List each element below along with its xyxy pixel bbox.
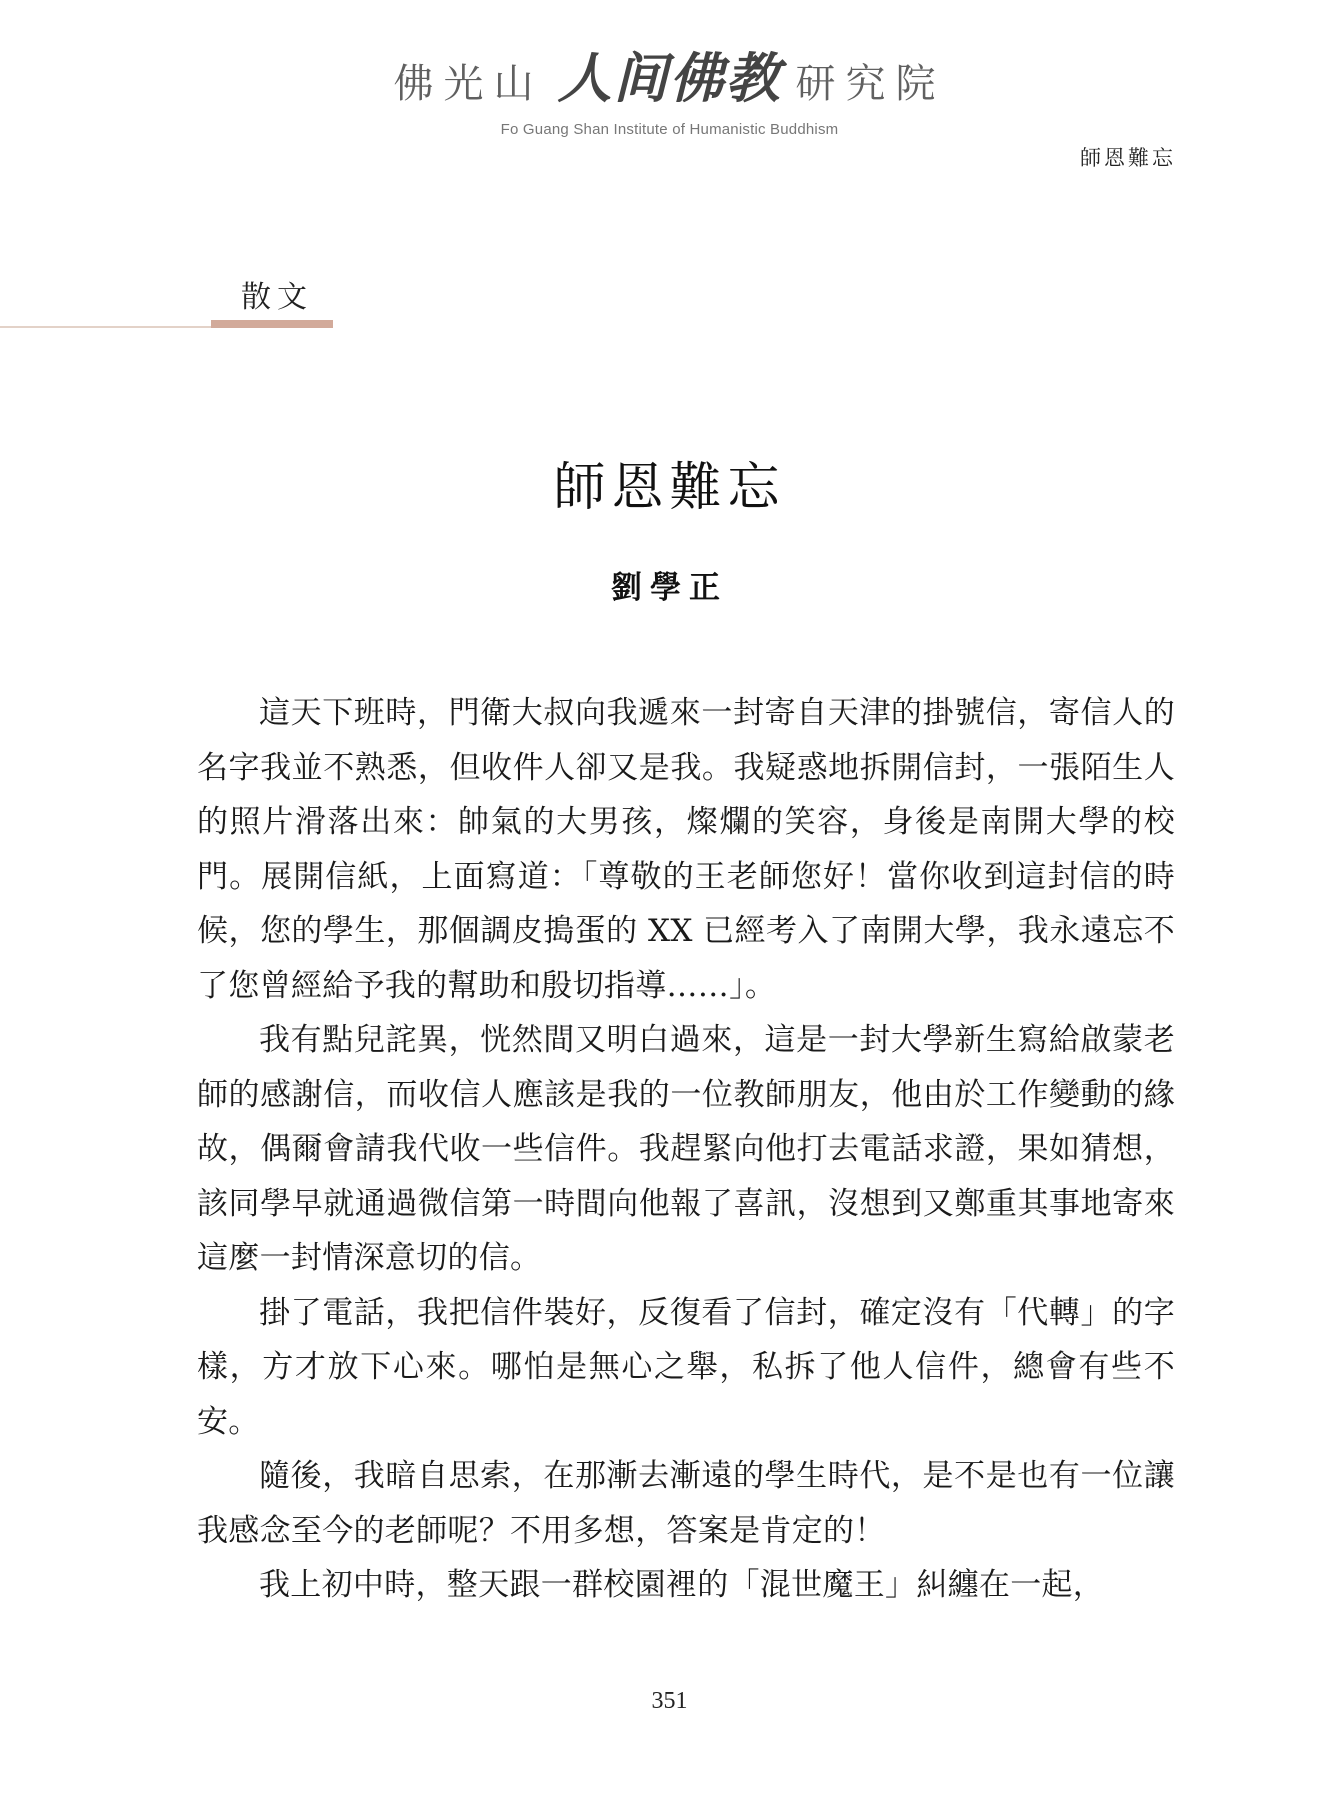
institute-logo <box>0 36 1339 138</box>
article-body <box>197 686 1175 1613</box>
logo-wordmark <box>394 36 946 113</box>
logo-subtitle: Fo Guang Shan Institute of Humanistic Buddhism <box>500 121 839 138</box>
section-divider-accent <box>211 320 333 328</box>
paragraph: 掛了電話，我把信件裝好，反復看了信封，確定沒有「代轉」的字樣，方才放下心來。哪怕是無心之舉，私拆了他人信件，總會有些不安。 <box>197 1294 1175 1440</box>
article-author: 劉學正 <box>611 570 728 606</box>
running-head: 師恩難忘 <box>1080 146 1176 170</box>
logo-text-calligraphy: 人间佛教 <box>557 46 782 110</box>
paragraph: 我有點兒詫異，恍然間又明白過來，這是一封大學新生寫給啟蒙老師的感謝信，而收信人應該是我的一位教師朋友，他由於工作變動的緣故，偶爾會請我代收一些信件。我趕緊向他打去電話求證，果如猜想，該同學早就通過微信第一時間向他報了喜訊，沒想到又鄭重其事地寄來這麼一封情深意切的信。 <box>197 1022 1175 1276</box>
section-label: 散文 <box>241 280 313 315</box>
paragraph: 這天下班時，門衛大叔向我遞來一封寄自天津的掛號信，寄信人的名字我並不熟悉，但收件人卻又是我。我疑惑地拆開信封，一張陌生人的照片滑落出來：帥氣的大男孩，燦爛的笑容，身後是南開大學的校門。展開信紙，上面寫道：「尊敬的王老師您好！當你收到這封信的時候，您的學生，那個調皮搗蛋的 XX 已經考入了南開大學，我永遠忘不了您曾經給予我的幫助和殷切指導……」。 <box>197 695 1175 1004</box>
logo-text-right: 研究院 <box>795 61 946 107</box>
paragraph: 隨後，我暗自思索，在那漸去漸遠的學生時代，是不是也有一位讓我感念至今的老師呢？不用多想，答案是肯定的！ <box>197 1458 1175 1549</box>
page-number: 351 <box>651 1688 688 1714</box>
logo-text-left: 佛光山 <box>393 61 544 107</box>
article-title: 師恩難忘 <box>553 458 786 518</box>
paragraph: 我上初中時，整天跟一群校園裡的「混世魔王」糾纏在一起， <box>259 1567 1105 1603</box>
